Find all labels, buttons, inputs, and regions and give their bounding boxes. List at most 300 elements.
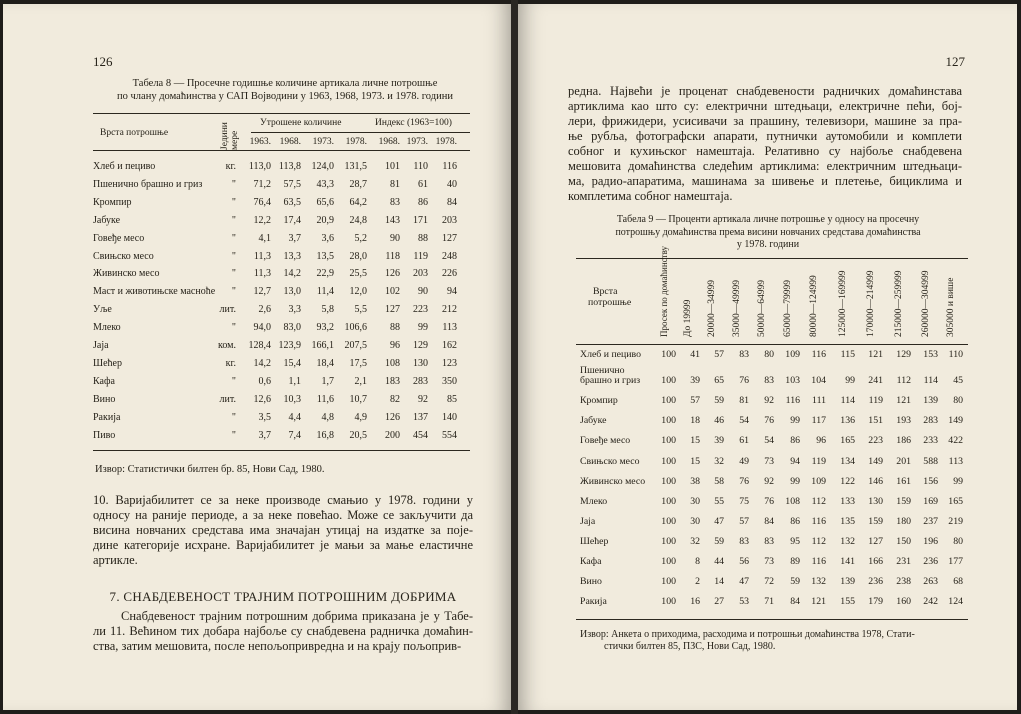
data-cell: 104: [811, 375, 826, 387]
data-cell: 57,5: [283, 178, 301, 190]
table-9-caption: [573, 214, 963, 252]
left-page: [3, 4, 511, 710]
data-cell: 200: [385, 429, 400, 441]
data-cell: 94,0: [253, 322, 271, 334]
data-cell: 80: [953, 535, 963, 547]
data-cell: 11,4: [316, 286, 334, 298]
column-header-income-bracket: 20000—34999: [707, 280, 717, 337]
data-cell: 10,3: [283, 393, 301, 405]
data-cell: 119: [413, 250, 428, 262]
row-label: Пшенично: [580, 365, 625, 377]
data-cell: 113,0: [248, 161, 271, 172]
data-cell: 123: [442, 357, 457, 369]
data-cell: 93,2: [316, 322, 334, 334]
data-cell: 132: [840, 535, 855, 547]
data-cell: 108: [385, 357, 400, 369]
data-cell: 140: [442, 411, 457, 423]
book-gutter: [511, 0, 518, 714]
row-label: Јаја: [580, 515, 596, 527]
data-cell: 121: [896, 395, 911, 407]
row-label: Свињско месо: [580, 455, 640, 467]
row-label: Кафа: [93, 375, 115, 387]
data-cell: 3,3: [288, 304, 301, 316]
data-cell: 112: [896, 375, 911, 387]
row-unit: лит.: [219, 304, 236, 316]
data-cell: 101: [385, 161, 400, 172]
table-bottom-rule: [576, 619, 968, 620]
data-cell: 3,7: [258, 429, 271, 441]
text-line: односу на раније периоде, а за неке повећао. Може се закључити да: [93, 508, 473, 522]
column-header-income-bracket: 80000—124999: [809, 275, 819, 337]
data-cell: 61: [739, 435, 749, 447]
data-cell: 57: [739, 515, 749, 527]
data-cell: 236: [923, 556, 938, 567]
data-cell: 5,2: [354, 232, 367, 244]
data-cell: 82: [390, 393, 400, 405]
row-label: Свињско месо: [93, 250, 154, 262]
data-cell: 554: [442, 429, 457, 441]
row-label: Млеко: [580, 495, 608, 507]
data-cell: 4,1: [258, 232, 271, 244]
data-cell: 14,2: [283, 268, 301, 280]
data-cell: 81: [390, 178, 400, 190]
column-header-income-bracket: Просек по домаћинству: [659, 245, 669, 337]
data-cell: 263: [923, 576, 938, 588]
data-cell: 65,6: [316, 196, 334, 208]
data-cell: 84: [447, 196, 457, 208]
data-cell: 109: [811, 475, 826, 487]
data-cell: 76: [764, 495, 774, 507]
data-cell: 15: [690, 455, 700, 467]
text-line: 10. Варијабилитет се за неке производе смањио у 1978. години у: [93, 493, 473, 507]
data-cell: 86: [790, 515, 800, 527]
data-cell: 159: [868, 515, 883, 527]
row-label: Шећер: [93, 357, 122, 369]
data-cell: 28,7: [349, 178, 367, 190]
data-cell: 117: [811, 415, 826, 427]
data-cell: 12,0: [349, 286, 367, 298]
data-cell: 85: [447, 393, 457, 405]
table-8-caption: [100, 78, 470, 103]
data-cell: 129: [896, 349, 911, 360]
data-cell: 236: [868, 576, 883, 588]
data-cell: 2: [695, 576, 700, 588]
data-cell: 155: [840, 596, 855, 608]
column-header-year: 1973.: [406, 137, 428, 147]
data-cell: 233: [923, 435, 938, 447]
data-cell: 30: [690, 495, 700, 507]
data-cell: 5,5: [354, 304, 367, 316]
data-cell: 76: [764, 415, 774, 427]
row-unit: ": [231, 196, 236, 208]
data-cell: 100: [661, 349, 676, 360]
data-cell: 135: [840, 515, 855, 527]
data-cell: 59: [714, 395, 724, 407]
data-cell: 130: [413, 357, 428, 369]
data-cell: 83: [764, 375, 774, 387]
data-cell: 95: [790, 535, 800, 547]
data-cell: 92: [764, 395, 774, 407]
data-cell: 47: [714, 515, 724, 527]
data-cell: 92: [764, 475, 774, 487]
data-cell: 73: [764, 556, 774, 567]
data-cell: 100: [661, 535, 676, 547]
data-cell: 126: [385, 411, 400, 423]
row-unit: ": [231, 214, 236, 226]
row-label: Уље: [93, 304, 112, 316]
data-cell: 100: [661, 515, 676, 527]
row-unit: ": [231, 232, 236, 244]
column-header-year: 1968.: [279, 137, 301, 147]
data-cell: 161: [896, 475, 911, 487]
data-cell: 76: [739, 475, 749, 487]
data-cell: 59: [714, 535, 724, 547]
data-cell: 40: [447, 178, 457, 190]
row-unit: ": [231, 268, 236, 280]
row-label: Живинско месо: [580, 475, 646, 487]
caption-line: Табела 9 — Проценти артикала личне потрошње у односу на просечну: [616, 214, 920, 225]
data-cell: 242: [923, 596, 938, 608]
data-cell: 25,5: [349, 268, 367, 280]
table-top-rule: [93, 113, 470, 114]
data-cell: 207,5: [344, 340, 367, 351]
row-label: Шећер: [580, 535, 609, 547]
data-cell: 156: [923, 475, 938, 487]
data-cell: 99: [790, 415, 800, 427]
column-header-income-bracket: 215000—259999: [894, 270, 904, 337]
data-cell: 100: [661, 455, 676, 467]
data-cell: 90: [418, 286, 428, 298]
data-cell: 127: [385, 304, 400, 316]
paragraph-10: [93, 493, 473, 568]
text-line: мешовита домаћинства следећим артиклима: електричним штедњаци-: [568, 159, 962, 173]
data-cell: 28,0: [349, 250, 367, 262]
data-cell: 119: [811, 455, 826, 467]
data-cell: 76: [739, 375, 749, 387]
data-cell: 2,6: [258, 304, 271, 316]
data-cell: 61: [418, 178, 428, 190]
data-cell: 47: [739, 576, 749, 588]
data-cell: 12,2: [253, 214, 271, 226]
data-cell: 121: [811, 596, 826, 608]
text-line: Снабдевеност трајним потрошним добрима приказана је у Табе-: [121, 609, 473, 623]
data-cell: 122: [840, 475, 855, 487]
caption-line: по члану домаћинства у САП Војводини у 1963, 1968, 1973. и 1978. години: [117, 90, 453, 102]
column-header-item: потрошње: [588, 297, 632, 308]
column-header-income-bracket: 125000—169999: [838, 270, 848, 337]
right-page: [518, 4, 1017, 710]
data-cell: 92: [418, 393, 428, 405]
data-cell: 54: [739, 415, 749, 427]
data-cell: 83: [764, 535, 774, 547]
data-cell: 5,8: [321, 304, 334, 316]
data-cell: 2,1: [354, 375, 367, 387]
data-cell: 231: [896, 556, 911, 567]
data-cell: 130: [868, 495, 883, 507]
unit-label: Једини: [220, 122, 230, 150]
row-label: Хлеб и пециво: [580, 349, 641, 360]
data-cell: 350: [442, 375, 457, 387]
data-cell: 159: [896, 495, 911, 507]
text-line: комплетима собног намештаја.: [568, 189, 733, 203]
data-cell: 24,8: [349, 214, 367, 226]
text-line: ли 11. Већином тих добара најбоље су снабдевена радничка домаћин-: [93, 624, 473, 638]
row-unit: ": [231, 322, 236, 334]
text-line: артикле.: [93, 553, 138, 567]
data-cell: 56: [739, 556, 749, 567]
data-cell: 32: [714, 455, 724, 467]
data-cell: 17,5: [349, 357, 367, 369]
text-line: ње рубља, фотографски апарати, путнички аутомобили и комплети: [568, 129, 962, 143]
data-cell: 39: [690, 375, 700, 387]
data-cell: 11,3: [253, 268, 271, 280]
data-cell: 75: [739, 495, 749, 507]
data-cell: 11,3: [253, 250, 271, 262]
data-cell: 13,5: [316, 250, 334, 262]
data-cell: 133: [840, 495, 855, 507]
column-header-item: Врста потрошње: [100, 128, 169, 138]
text-line: висина новчаних средстава има значајан утицај на издатке за поје-: [93, 523, 473, 537]
data-cell: 55: [714, 495, 724, 507]
column-header-income-bracket: 170000—214999: [866, 270, 876, 337]
data-cell: 83: [739, 349, 749, 360]
row-unit: ": [231, 250, 236, 262]
page-number: 127: [945, 54, 965, 69]
row-label: Кафа: [580, 556, 602, 567]
data-cell: 99: [845, 375, 855, 387]
data-cell: 165: [948, 495, 963, 507]
data-cell: 7,4: [288, 429, 301, 441]
row-label: Ракија: [580, 596, 607, 608]
text-line: ства, затим мешовита, после непољопривредна и на крају пољоприв-: [93, 639, 462, 653]
data-cell: 166: [868, 556, 883, 567]
data-cell: 116: [785, 395, 800, 407]
data-cell: 3,5: [258, 411, 271, 423]
data-cell: 39: [714, 435, 724, 447]
data-cell: 238: [896, 576, 911, 588]
data-cell: 43,3: [316, 178, 334, 190]
data-cell: 83,0: [283, 322, 301, 334]
data-cell: 193: [896, 415, 911, 427]
data-cell: 46: [714, 415, 724, 427]
row-label: Хлеб и пециво: [93, 161, 156, 172]
data-cell: 4,9: [354, 411, 367, 423]
data-cell: 80: [953, 395, 963, 407]
data-cell: 49: [739, 455, 749, 467]
column-header-year: 1973.: [312, 137, 334, 147]
data-cell: 63,5: [283, 196, 301, 208]
table-bottom-rule: [93, 450, 470, 451]
data-cell: 203: [442, 214, 457, 226]
data-cell: 103: [785, 375, 800, 387]
section-heading: 7. СНАБДЕВЕНОСТ ТРАЈНИМ ПОТРОШНИМ ДОБРИМА: [109, 589, 457, 604]
data-cell: 94: [447, 286, 457, 298]
data-cell: 88: [418, 232, 428, 244]
data-cell: 136: [840, 415, 855, 427]
data-cell: 58: [714, 475, 724, 487]
table-9-source: [580, 629, 915, 652]
data-cell: 3,6: [321, 232, 334, 244]
data-cell: 18,4: [316, 357, 334, 369]
data-cell: 100: [661, 415, 676, 427]
row-label: Јабуке: [580, 415, 607, 427]
data-cell: 113,8: [278, 161, 301, 172]
data-cell: 143: [385, 214, 400, 226]
data-cell: 177: [948, 556, 963, 567]
data-cell: 123,9: [278, 340, 301, 351]
data-cell: 121: [868, 349, 883, 360]
data-cell: 100: [661, 576, 676, 588]
data-cell: 203: [413, 268, 428, 280]
data-cell: 112: [811, 535, 826, 547]
data-cell: 18: [690, 415, 700, 427]
data-cell: 71: [764, 596, 774, 608]
paragraph-continued: [568, 84, 962, 204]
data-cell: 113: [442, 322, 457, 334]
source-line: Извор: Анкета о приходима, расходима и потрошњи домаћинства 1978, Стати-: [580, 629, 915, 640]
data-cell: 83: [739, 535, 749, 547]
data-cell: 127: [868, 535, 883, 547]
data-cell: 248: [442, 250, 457, 262]
data-cell: 27: [714, 596, 724, 608]
data-cell: 134: [840, 455, 855, 467]
data-cell: 102: [385, 286, 400, 298]
data-cell: 96: [816, 435, 826, 447]
data-cell: 88: [390, 322, 400, 334]
data-cell: 89: [790, 556, 800, 567]
header-bottom-rule: [93, 150, 470, 151]
column-header-item: Врста: [593, 286, 618, 297]
column-header-income-bracket: 305000 и више: [946, 277, 956, 337]
data-cell: 4,4: [288, 411, 301, 423]
data-cell: 127: [442, 232, 457, 244]
data-cell: 114: [923, 375, 938, 387]
row-unit: ": [231, 429, 236, 441]
row-label: Млеко: [93, 322, 121, 334]
data-cell: 153: [923, 349, 938, 360]
row-unit: ком.: [218, 340, 236, 351]
data-cell: 132: [811, 576, 826, 588]
data-cell: 226: [442, 268, 457, 280]
data-cell: 141: [840, 556, 855, 567]
data-cell: 196: [923, 535, 938, 547]
data-cell: 44: [714, 556, 724, 567]
row-label: Јабуке: [93, 214, 121, 226]
data-cell: 219: [948, 515, 963, 527]
unit-label: мере: [230, 130, 240, 150]
row-label: Говеђе месо: [580, 435, 631, 447]
data-cell: 59: [790, 576, 800, 588]
data-cell: 116: [811, 515, 826, 527]
data-cell: 115: [840, 349, 855, 360]
text-line: артиклима као што су: електрични штедњаци, електричне пећи, бој-: [568, 99, 962, 113]
data-cell: 146: [868, 475, 883, 487]
text-line: редна. Највећи је проценат снабдевености радничких домаћинстава: [568, 84, 962, 98]
data-cell: 72: [764, 576, 774, 588]
row-unit: кг.: [225, 357, 236, 369]
data-cell: 81: [739, 395, 749, 407]
data-cell: 112: [811, 495, 826, 507]
data-cell: 422: [948, 435, 963, 447]
data-cell: 165: [840, 435, 855, 447]
data-cell: 100: [661, 495, 676, 507]
data-cell: 454: [413, 429, 428, 441]
data-cell: 45: [953, 375, 963, 387]
data-cell: 15: [690, 435, 700, 447]
data-cell: 68: [953, 576, 963, 588]
column-group-quantity: Утрошене количине: [260, 118, 342, 128]
data-cell: 16,8: [316, 429, 334, 441]
data-cell: 94: [790, 455, 800, 467]
data-cell: 71,2: [253, 178, 271, 190]
data-cell: 100: [661, 556, 676, 567]
row-label: брашно и гриз: [580, 375, 641, 387]
data-cell: 212: [442, 304, 457, 316]
data-cell: 162: [442, 340, 457, 351]
data-cell: 84: [790, 596, 800, 608]
data-cell: 13,0: [283, 286, 301, 298]
data-cell: 109: [785, 349, 800, 360]
row-label: Пиво: [93, 429, 116, 441]
data-cell: 4,8: [321, 411, 334, 423]
row-unit: ": [231, 411, 236, 423]
data-cell: 128,4: [248, 340, 271, 351]
data-cell: 166,1: [311, 340, 334, 351]
data-cell: 12,6: [253, 393, 271, 405]
data-cell: 57: [714, 349, 724, 360]
row-unit: кг.: [225, 161, 236, 172]
data-cell: 53: [739, 596, 749, 608]
data-cell: 16: [690, 596, 700, 608]
data-cell: 14: [714, 576, 724, 588]
data-cell: 150: [896, 535, 911, 547]
data-cell: 160: [896, 596, 911, 608]
data-cell: 241: [868, 375, 883, 387]
data-cell: 73: [764, 455, 774, 467]
data-cell: 86: [418, 196, 428, 208]
row-label: Јаја: [93, 340, 109, 351]
text-line: собног и кухињског намештаја. Релативно су најбоље снабдевена: [568, 144, 962, 158]
column-header-year: 1978.: [435, 137, 457, 147]
table-8-source: Извор: Статистички билтен бр. 85, Нови Сад, 1980.: [95, 464, 325, 475]
row-label: Живинско месо: [93, 268, 160, 280]
data-cell: 223: [868, 435, 883, 447]
data-cell: 80: [764, 349, 774, 360]
row-label: Ракија: [93, 411, 121, 423]
data-cell: 223: [413, 304, 428, 316]
data-cell: 100: [661, 596, 676, 608]
data-cell: 588: [923, 455, 938, 467]
data-cell: 14,2: [253, 357, 271, 369]
data-cell: 15,4: [283, 357, 301, 369]
data-cell: 57: [690, 395, 700, 407]
column-header-income-bracket: 260000—304999: [921, 270, 931, 337]
row-label: Пшенично брашно и гриз: [93, 178, 203, 190]
data-cell: 183: [385, 375, 400, 387]
data-cell: 129: [413, 340, 428, 351]
data-cell: 10,7: [349, 393, 367, 405]
data-cell: 32: [690, 535, 700, 547]
data-cell: 17,4: [283, 214, 301, 226]
column-header-income-bracket: 35000—49999: [732, 280, 742, 337]
text-line: дине категорије исхране. Варијабилитет је мањи за мање еластичне: [93, 538, 473, 552]
data-cell: 124,0: [311, 161, 334, 172]
text-line: лери, фрижидери, усисивачи за прашину, телевизори, машине за пра-: [568, 114, 962, 128]
data-cell: 111: [812, 395, 826, 407]
header-bottom-rule: [576, 344, 968, 345]
data-cell: 76,4: [253, 196, 271, 208]
data-cell: 20,5: [349, 429, 367, 441]
